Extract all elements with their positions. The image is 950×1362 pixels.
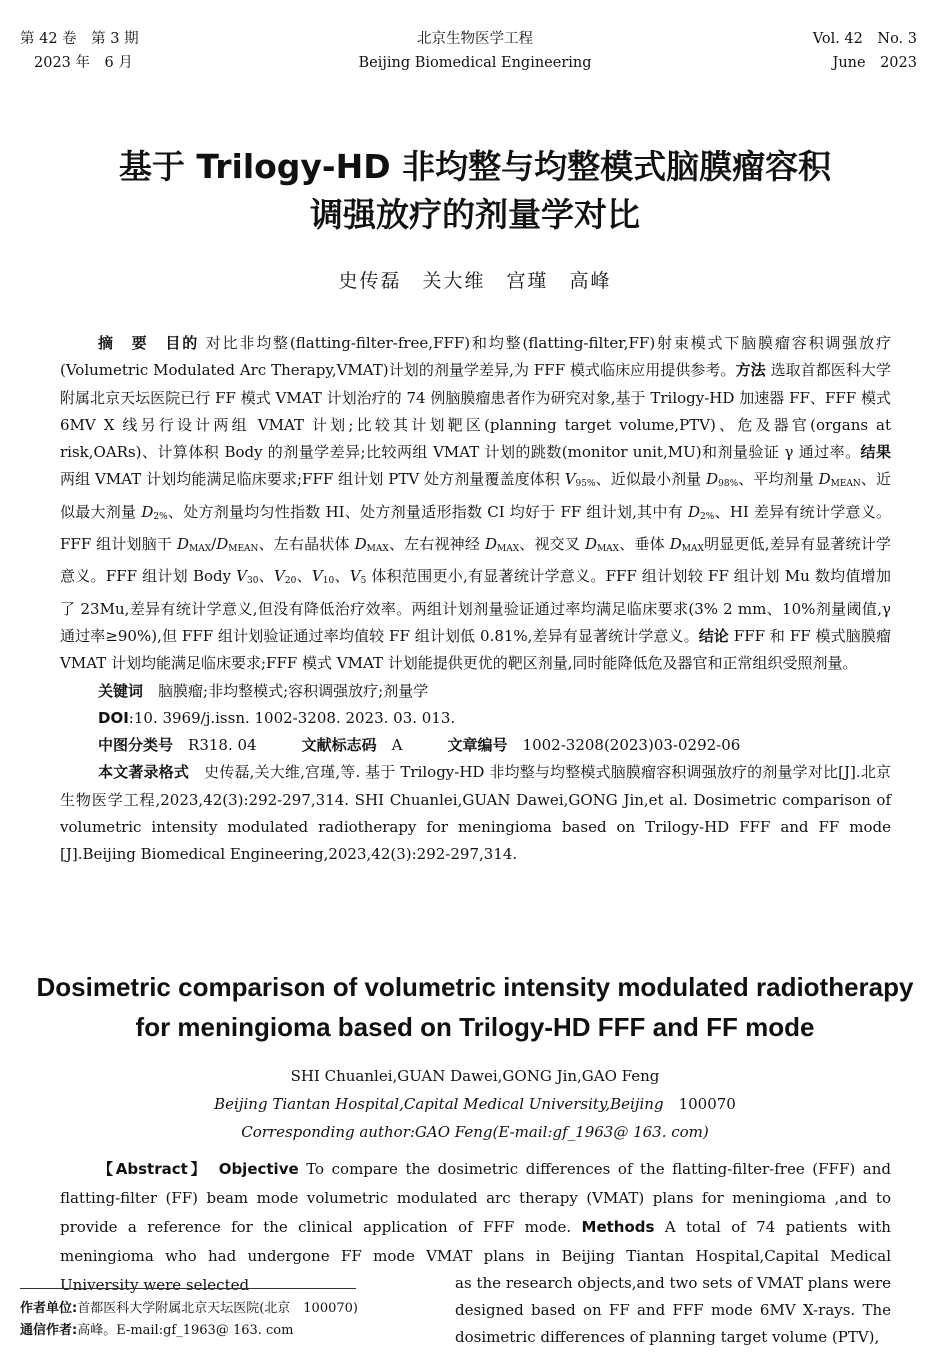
authors-cn: 史传磊 关大维 宫瑾 高峰 xyxy=(338,270,612,292)
title-en xyxy=(30,967,920,1047)
subscript: MEAN xyxy=(830,479,861,490)
symbol-v: V xyxy=(236,567,248,586)
objective-en-text: To compare the dosimetric differences of the flatting-filter-free (FFF) and flatting-filter (FF) beam mode volumetric modulated arc therapy (VMAT) plans for meningioma ,and to provide a reference for the clinical application of FFF mode. xyxy=(60,1160,891,1236)
corresponding-cn-label: 通信作者: xyxy=(20,1323,78,1338)
footnote xyxy=(20,1298,358,1342)
results-text-a: 两组 VMAT 计划均能满足临床要求;FFF 组计划 PTV 处方剂量覆盖度体积 xyxy=(60,470,565,489)
keywords xyxy=(60,678,891,705)
journal-name-en: Beijing Biomedical Engineering xyxy=(358,55,592,71)
objective-label: 目的 xyxy=(165,334,200,352)
symbol-v: V xyxy=(349,567,361,586)
affiliation-en xyxy=(0,1090,950,1118)
classification xyxy=(60,732,891,759)
objective-text: 对比非均整(flatting-filter-free,FFF)和均整(flatting-filter,FF)射束模式下脑膜瘤容积调强放疗(Volumetric Modulated Arc Therapy,VMAT)计划的剂量学差异,为 FFF 模式临床应用提供参考。 xyxy=(60,334,891,380)
doc-code-value: A xyxy=(391,736,403,755)
doc-code-label: 文献标志码 xyxy=(301,736,377,755)
author-names-en: SHI Chuanlei,GUAN Dawei,GONG Jin,GAO Feng xyxy=(290,1067,660,1085)
volume-issue: 第 42 卷 第 3 期 xyxy=(20,31,139,47)
clc-label: 中图分类号 xyxy=(98,736,174,755)
results-text-g: 、左右晶状体 xyxy=(258,535,355,554)
corresponding-author-cn xyxy=(20,1320,358,1342)
symbol-d: D xyxy=(216,535,229,554)
subscript: 2% xyxy=(153,511,168,522)
symbol-d: D xyxy=(688,502,701,521)
author-unit xyxy=(20,1298,358,1320)
subscript: 10 xyxy=(322,576,335,587)
symbol-v: V xyxy=(564,470,576,489)
corresponding-author-en xyxy=(0,1118,950,1146)
results-text-i: 、视交叉 xyxy=(519,535,585,554)
subscript: 5 xyxy=(360,576,367,587)
title-en-line1: Dosimetric comparison of volumetric intensity modulated radiotherapy xyxy=(36,972,914,1002)
symbol-d: D xyxy=(669,535,682,554)
separator: 、 xyxy=(258,567,275,586)
subscript: MAX xyxy=(496,544,520,555)
corresponding-cn-text: 高峰。E-mail:gf_1963@ 163. com xyxy=(77,1323,294,1338)
symbol-d: D xyxy=(484,535,497,554)
symbol-d: D xyxy=(584,535,597,554)
subscript: 20 xyxy=(284,576,297,587)
abstract-en-label: 【Abstract】 xyxy=(98,1160,201,1178)
keywords-label: 关键词 xyxy=(98,681,144,700)
results-text-l: 体积范围更小,有显著统计学意义。FFF 组计划较 FF 组计划 Mu 数均值增加了 23Mu,差异有统计学意义,但没有降低治疗效率。两组计划剂量验证通过率均满足临床要求(3% 2 mm、10%剂量阈值,γ 通过率≥90%),但 FFF 组计划验证通过率均值较 FF 组计划低 0.81%,差异有显著统计学意义。 xyxy=(60,567,891,645)
methods-text: 选取首都医科大学附属北京天坛医院已行 FF 模式 VMAT 计划治疗的 74 例脑膜瘤患者作为研究对象,基于 Trilogy-HD 加速器 FF、FFF 模式 6MV X 线另行设计两组 VMAT 计划;比较其计划靶区(planning target volume,PTV)、危及器官(organs at risk,OARs)、计算体积 Body 的剂量学差异;比较两组 VMAT 计划的跳数(monitor unit,MU)和剂量验证 γ 通过率。 xyxy=(60,361,891,462)
citation xyxy=(60,759,891,868)
symbol-v: V xyxy=(274,567,285,586)
authors-en xyxy=(0,1062,950,1146)
postcode: 100070 xyxy=(678,1095,736,1113)
keywords-text: 脑膜瘤;非均整模式;容积调强放疗;剂量学 xyxy=(158,681,429,700)
results-text-d: 、近似最大剂量 xyxy=(60,470,891,521)
title-en-line2: for meningioma based on Trilogy-HD FFF and FF mode xyxy=(135,1012,815,1042)
title-cn xyxy=(40,143,910,239)
subscript: MAX xyxy=(189,544,212,555)
corresponding-label: Corresponding author: xyxy=(241,1123,415,1141)
symbol-d: D xyxy=(141,502,154,521)
subscript: 98% xyxy=(718,479,739,490)
subscript: MAX xyxy=(681,544,704,555)
methods-label: 方法 xyxy=(735,361,766,380)
author-unit-label: 作者单位: xyxy=(20,1301,78,1316)
abstract-cn-section xyxy=(60,330,891,869)
subscript: 2% xyxy=(700,511,715,522)
abstract-label: 摘 要 xyxy=(98,334,149,352)
separator: 、 xyxy=(296,567,312,586)
running-header-center xyxy=(0,27,950,75)
subscript: 30 xyxy=(247,576,259,587)
running-header-right xyxy=(813,27,917,75)
author-unit-text: 首都医科大学附属北京天坛医院(北京 100070) xyxy=(77,1301,358,1316)
results-text-c: 、平均剂量 xyxy=(738,470,819,489)
symbol-d: D xyxy=(177,535,190,554)
footnote-divider xyxy=(20,1288,356,1289)
vol-no-en: Vol. 42 No. 3 xyxy=(812,31,917,47)
affiliation-text: Beijing Tiantan Hospital,Capital Medical University,Beijing xyxy=(214,1095,664,1113)
results-text-e: 、处方剂量均匀性指数 HI、处方剂量适形指数 CI 均好于 FF 组计划,其中有 xyxy=(167,502,689,521)
title-cn-line2: 调强放疗的剂量学对比 xyxy=(310,195,640,234)
conclusion-text: FFF 和 FF 模式脑膜瘤 VMAT 计划均能满足临床要求;FFF 模式 VMAT 计划能提供更优的靶区剂量,同时能降低危及器官和正常组织受照剂量。 xyxy=(60,626,891,673)
symbol-v: V xyxy=(311,567,323,586)
conclusion-label: 结论 xyxy=(698,626,729,645)
symbol-d: D xyxy=(354,535,367,554)
citation-text: 史传磊,关大维,宫瑾,等. 基于 Trilogy-HD 非均整与均整模式脑膜瘤容积调强放疗的剂量学对比[J].北京生物医学工程,2023,42(3):292-297,314. SHI Chuanlei,GUAN Dawei,GONG Jin,et al. Dosimetric comparison of volumetric intensity modulated radiotherapy for meningioma based on Trilogy-HD FFF and FF mode [J].Beijing Biomedical Engineering,2023,42(3):292-297,314. xyxy=(60,763,891,864)
title-cn-line1: 基于 Trilogy-HD 非均整与均整模式脑膜瘤容积 xyxy=(118,147,832,186)
subscript: MAX xyxy=(596,544,620,555)
clc-value: R318. 04 xyxy=(188,736,257,755)
doi-text: :10. 3969/j.issn. 1002-3208. 2023. 03. 013. xyxy=(128,708,456,727)
results-label: 结果 xyxy=(860,443,891,462)
results-text-k: 明显更低,差异有显著统计学意义。FFF 组计划 Body xyxy=(60,535,891,586)
abstract-cn xyxy=(60,330,891,678)
abstract-en-continued: as the research objects,and two sets of VMAT plans were designed based on FF and FFF mode 6MV X-rays. The dosimetric differences of planning target volume (PTV), xyxy=(455,1274,891,1346)
methods-en-label: Methods xyxy=(581,1218,655,1236)
results-text-b: 、近似最小剂量 xyxy=(595,470,707,489)
symbol-d: D xyxy=(818,470,831,489)
results-text-f: 、HI 差异有统计学意义。FFF 组计划脑干 xyxy=(60,502,891,554)
article-number-value: 1002-3208(2023)03-0292-06 xyxy=(522,736,741,755)
objective-en-label: Objective xyxy=(218,1160,299,1178)
year-month: 2023 年 6 月 xyxy=(34,55,133,71)
subscript: MEAN xyxy=(228,544,259,555)
corresponding-text: GAO Feng(E-mail:gf_1963@ 163. com) xyxy=(414,1123,709,1141)
doi xyxy=(60,705,891,732)
subscript: MAX xyxy=(366,544,389,555)
separator: / xyxy=(211,535,217,554)
results-text-h: 、左右视神经 xyxy=(388,535,485,554)
article-number-label: 文章编号 xyxy=(447,736,508,755)
subscript: 95% xyxy=(575,479,596,490)
doi-label: DOI xyxy=(98,708,129,727)
citation-label: 本文著录格式 xyxy=(98,763,189,782)
methods-en-text: A total of 74 patients with meningioma who had undergone FF mode VMAT plans in Beijing Tiantan Hospital,Capital Medical University were selected xyxy=(60,1218,891,1294)
results-text-j: 、垂体 xyxy=(619,535,670,554)
journal-name-cn: 北京生物医学工程 xyxy=(417,31,533,47)
separator: 、 xyxy=(334,567,350,586)
symbol-d: D xyxy=(706,470,719,489)
month-year-en: June 2023 xyxy=(832,55,917,71)
